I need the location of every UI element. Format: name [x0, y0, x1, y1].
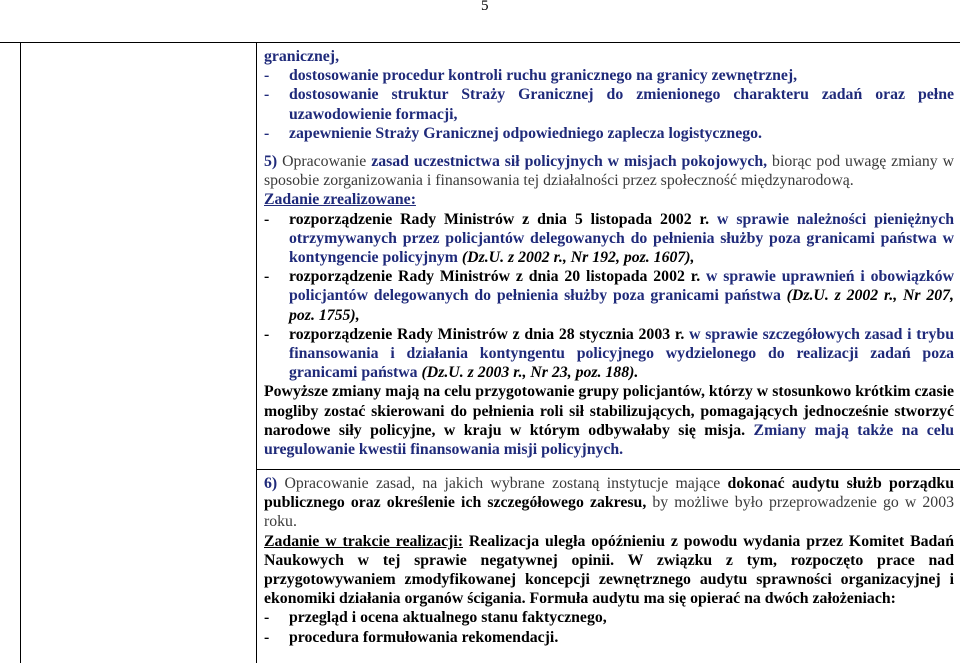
list-item-text: zapewnienie Straży Granicznej odpowiedniego zaplecza logistycznego. [289, 124, 762, 142]
list-dash: - [264, 67, 270, 85]
task-description [264, 474, 954, 532]
list-item [264, 124, 954, 143]
status-text: Realizacja uległa opóźnieniu z powodu wydania przez Komitet Badań Naukowych w tej sprawie negatywnej opinii. W związku z tym, rozpoczęto prace nad przygotowywaniem zmodyfikowanej koncepcji zewnętrznego audytu sprawności organizacyjnej i ekonomiki działania organów ścigania. Formuła audytu ma się opierać na dwóch założeniach: [264, 532, 954, 608]
regulation-citation: (Dz.U. z 2002 r., Nr 207, poz. 1755), [289, 287, 954, 324]
continuation-line: granicznej, [264, 48, 340, 65]
table-column-divider [256, 42, 257, 663]
list-item-text [289, 267, 954, 325]
list-dash: - [264, 86, 270, 104]
list-item [264, 325, 954, 383]
regulation-subject: w sprawie uprawnień i obowiązków policjantów delegowanych do pełnienia służby poza granicami państwa [289, 268, 954, 305]
task-text: Opracowanie zasad, na jakich wybrane zostaną instytucje mające [277, 475, 728, 492]
list-item [264, 628, 954, 647]
peacekeeping-section [264, 152, 954, 459]
task-description [264, 152, 954, 190]
list-item-text: przegląd i ocena aktualnego stanu faktycznego, [289, 609, 607, 627]
list-item [264, 210, 954, 268]
list-item-text: dostosowanie procedur kontroli ruchu granicznego na granicy zewnętrznej, [289, 67, 798, 85]
regulation-citation: (Dz.U. z 2002 r., Nr 192, poz. 1607), [461, 249, 695, 267]
list-item [264, 608, 954, 627]
status-paragraph [264, 532, 954, 609]
audit-section [264, 474, 954, 647]
regulation-citation: (Dz.U. z 2003 r., Nr 23, poz. 188). [421, 364, 639, 382]
border-guard-section [264, 47, 954, 143]
list-item [264, 66, 954, 85]
regulation-subject: w sprawie należności pieniężnych otrzymywanych przez policjantów delegowanych do pełnienia służby poza granicami państwa w kontyngencie policyjnym [289, 210, 954, 267]
list-item-text: dostosowanie struktur Straży Granicznej do zmienionego charakteru zadań oraz pełne uzawodowienie formacji, [289, 86, 954, 123]
task-number: 5) [264, 153, 278, 170]
task-highlight: dokonać audytu służb porządku publicznego oraz określenie ich szczegółowego zakresu, [264, 475, 954, 512]
closing-text: Zmiany mają także na celu uregulowanie kwestii finansowania misji policyjnych. [264, 421, 954, 459]
row-divider [256, 469, 960, 470]
list-item [264, 267, 954, 325]
list-dash: - [264, 124, 270, 142]
table-left-border [20, 42, 21, 663]
closing-paragraph [264, 382, 954, 459]
list-item-text: procedura formułowania rekomendacji. [289, 628, 559, 646]
list-item-text [289, 325, 954, 383]
page-number: 5 [481, 0, 489, 14]
task-text: by możliwe było przeprowadzenie go w 2003 roku. [264, 494, 954, 531]
task-text: Opracowanie [277, 153, 372, 170]
closing-text: Powyższe zmiany mają na celu przygotowanie grupy policjantów, którzy w stosunkowo krótkim czasie mogliby zostać skierowani do pełnienia roli sił stabilizujących, pomagających jednocześnie stworzyć narodowe siły policyjne, w kraju w którym odbywałaby się misja. [264, 383, 954, 439]
regulation-subject: w sprawie szczegółowych zasad i trybu finansowania i działania kontyngentu policyjnego wydzielonego do realizacji zadań poza granicami państwa [289, 325, 954, 382]
table-top-border [0, 42, 960, 43]
list-dash: - [264, 268, 270, 286]
list-dash: - [264, 210, 270, 228]
task-highlight: zasad uczestnictwa sił policyjnych w misjach pokojowych, [371, 153, 768, 170]
list-item [264, 85, 954, 123]
list-dash: - [264, 628, 270, 646]
task-text: biorąc pod uwagę zmiany w sposobie zorganizowania i finansowania tej działalności przez społeczność międzynarodową. [264, 153, 955, 190]
list-dash: - [264, 609, 270, 627]
status-label: Zadanie w trakcie realizacji: [264, 532, 464, 550]
status-label: Zadanie zrealizowane: [264, 191, 416, 209]
list-dash: - [264, 325, 270, 343]
regulation-title: rozporządzenie Rady Ministrów z dnia 20 listopada 2002 r. [289, 268, 701, 286]
list-item-text [289, 210, 954, 268]
regulation-title: rozporządzenie Rady Ministrów z dnia 5 listopada 2002 r. [289, 210, 710, 228]
task-number: 6) [264, 475, 278, 492]
regulation-title: rozporządzenie Rady Ministrów z dnia 28 stycznia 2003 r. [289, 325, 685, 343]
